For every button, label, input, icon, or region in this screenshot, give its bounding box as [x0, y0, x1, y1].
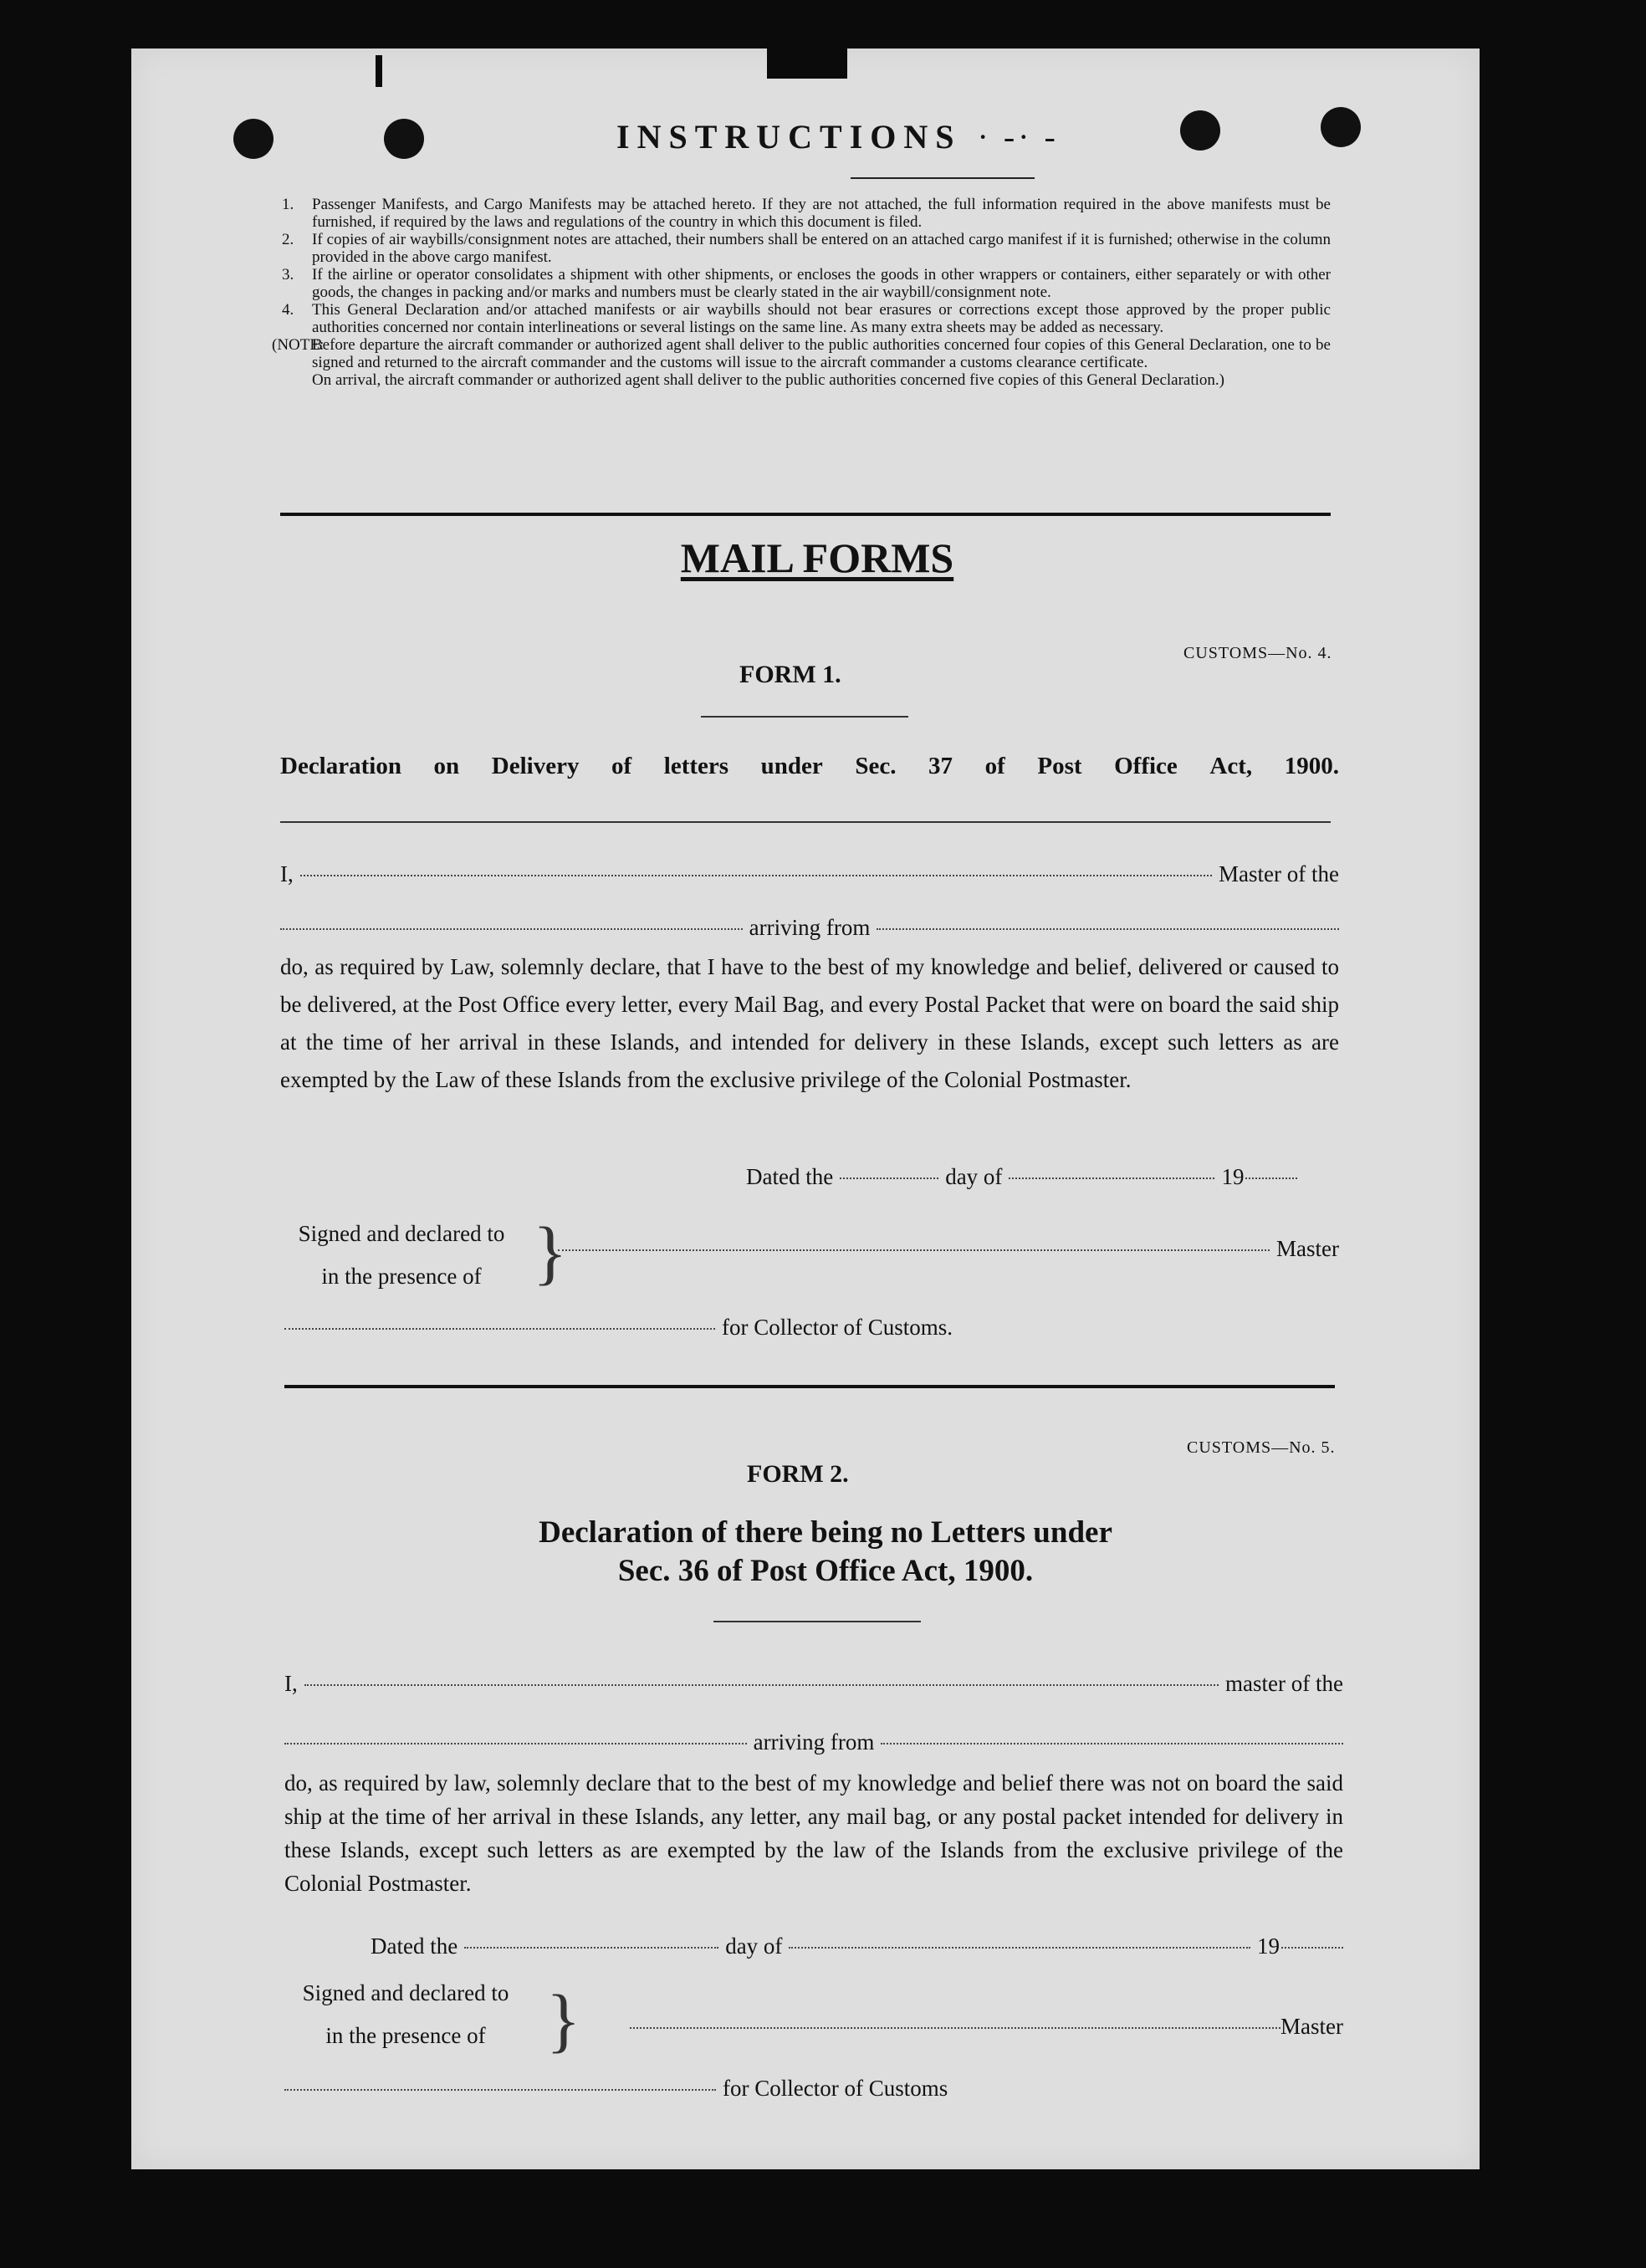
instruction-note-arrival	[273, 371, 1331, 389]
instruction-note	[273, 336, 1331, 371]
form2-declaration-heading	[491, 1514, 1160, 1591]
form1-brace: }	[533, 1212, 568, 1292]
form1-origin-field[interactable]	[877, 928, 1339, 930]
instruction-number: 2.	[282, 231, 294, 248]
form1-name-field[interactable]	[300, 875, 1212, 876]
form2-declaration-line1: Declaration of there being no Letters under	[539, 1515, 1112, 1550]
instructions-title: INSTRUCTIONS	[616, 118, 962, 156]
form1-title: FORM 1.	[739, 661, 841, 688]
instruction-item	[273, 301, 1331, 336]
form1-master-signature-line	[558, 1236, 1339, 1262]
decl-word: Office	[1114, 753, 1178, 779]
instructions-heading	[616, 117, 1059, 156]
punch-hole-left-1	[233, 119, 273, 159]
form2-customs-number: CUSTOMS—No. 5.	[1187, 1438, 1336, 1457]
note-text: Before departure the aircraft commander or authorized agent shall deliver to the public authorities concerned four copies of this General Declaration, one to be signed and returned to the aircraft commander and the customs will issue to the aircraft commander a customs clearance certificate.	[312, 336, 1331, 371]
form2-body-text: do, as required by law, solemnly declare that to the best of my knowledge and belief there was not on board the said ship at the time of her arrival in these Islands, any letter, any mail bag, or any postal packet intended for delivery in these Islands, except such letters as are exempted by the law of the Islands from the exclusive privilege of the Colonial Postmaster.	[284, 1770, 1343, 1896]
form1-master-label: Master	[1276, 1236, 1339, 1261]
form2-master-signature-field[interactable]	[630, 2027, 1281, 2029]
form1-master-line	[280, 861, 1339, 887]
decl-word: Declaration	[280, 753, 401, 779]
form2-master-line	[284, 1671, 1343, 1697]
form2-ship-field[interactable]	[284, 1743, 747, 1744]
form1-month-field[interactable]	[1009, 1177, 1214, 1179]
form1-line1-prefix: I,	[280, 861, 294, 886]
form2-month-field[interactable]	[789, 1947, 1250, 1949]
instruction-number: 4.	[282, 301, 294, 319]
decl-word: Sec.	[855, 753, 897, 779]
top-tab-shadow	[767, 49, 847, 79]
form2-heading-rule	[713, 1621, 921, 1622]
form2-day-field[interactable]	[464, 1947, 718, 1949]
form2-arriving-from: arriving from	[753, 1729, 875, 1755]
form1-line1-suffix: Master of the	[1219, 861, 1339, 886]
form1-title-rule	[701, 716, 908, 718]
instruction-item	[273, 196, 1331, 231]
form1-arriving-line	[280, 915, 1339, 941]
form2-signed-line2: in the presence of	[325, 2023, 486, 2048]
section-divider	[280, 513, 1331, 516]
instruction-number: 3.	[282, 266, 294, 284]
form1-dated-the: Dated the	[746, 1164, 834, 1189]
instruction-text: If the airline or operator consolidates a shipment with other shipments, or encloses the goods in other wrappers or containers, either separately or with other goods, the changes in packing and/or marks and numbers must be clearly stated in the air waybill/consignment note.	[312, 266, 1331, 301]
form2-arriving-line	[284, 1729, 1343, 1755]
form2-collector-field[interactable]	[284, 2089, 716, 2091]
instruction-item	[273, 231, 1331, 266]
decl-word: on	[433, 753, 460, 779]
form1-arriving-from: arriving from	[749, 915, 871, 940]
form1-customs-number: CUSTOMS—No. 4.	[1183, 644, 1332, 662]
form2-signed-block	[284, 1972, 527, 2057]
decl-word: Act,	[1209, 753, 1253, 779]
instruction-text: This General Declaration and/or attached manifests or air waybills should not bear erasures or corrections except those approved by the proper public authorities concerned nor contain interlineations or several listings on the same line. As many extra sheets may be added as necessary.	[312, 301, 1331, 336]
form1-declaration-heading	[280, 753, 1339, 780]
form2-title: FORM 2.	[747, 1460, 849, 1488]
punch-hole-right-2	[1321, 107, 1361, 147]
instructions-title-trail: · -· -	[977, 118, 1059, 156]
form2-collector-line	[284, 2076, 987, 2102]
instruction-item	[273, 266, 1331, 301]
decl-word: of	[984, 753, 1005, 779]
form1-signed-line1: Signed and declared to	[298, 1221, 505, 1246]
instruction-number: 1.	[282, 196, 294, 213]
form2-collector-label: for Collector of Customs	[723, 2076, 948, 2101]
form2-dated-line	[371, 1933, 1343, 1959]
form2-master-label: Master	[1281, 2014, 1343, 2039]
decl-word: 37	[928, 753, 953, 779]
form2-signed-line1: Signed and declared to	[302, 1980, 509, 2005]
form2-origin-field[interactable]	[881, 1743, 1343, 1744]
form2-line1-prefix: I,	[284, 1671, 298, 1696]
form2-year-field[interactable]	[1281, 1947, 1343, 1949]
form1-collector-field[interactable]	[284, 1328, 715, 1330]
form1-year-field[interactable]	[1245, 1177, 1297, 1179]
form2-line1-suffix: master of the	[1225, 1671, 1343, 1696]
instruction-text: Passenger Manifests, and Cargo Manifests may be attached hereto. If they are not attached, the full information required in the above manifests must be furnished, if required by the laws and regulations of the country in which this document is filed.	[312, 196, 1331, 231]
punch-hole-right-1	[1180, 110, 1220, 151]
form1-dated-line	[746, 1164, 1339, 1190]
form2-brace: }	[546, 1979, 581, 2060]
instructions-list	[273, 196, 1331, 389]
form1-ship-field[interactable]	[280, 928, 743, 930]
form1-signed-block	[280, 1213, 523, 1298]
paper-sheet	[131, 49, 1480, 2169]
form1-signed-line2: in the presence of	[321, 1264, 482, 1289]
form2-declaration-line2: Sec. 36 of Post Office Act, 1900.	[617, 1554, 1034, 1588]
form2-year-prefix: 19	[1257, 1933, 1280, 1959]
instructions-rule	[851, 177, 1035, 179]
decl-word: Post	[1037, 753, 1082, 779]
form1-collector-line	[284, 1315, 1020, 1341]
form1-year-prefix: 19	[1221, 1164, 1245, 1189]
decl-word: under	[760, 753, 823, 779]
form1-heading-rule	[280, 821, 1331, 823]
decl-word: 1900.	[1284, 753, 1339, 779]
top-mark	[376, 55, 382, 87]
form2-name-field[interactable]	[304, 1684, 1219, 1686]
decl-word: letters	[663, 753, 729, 779]
decl-word: Delivery	[491, 753, 580, 779]
instruction-text: If copies of air waybills/consignment notes are attached, their numbers shall be entered on an attached cargo manifest if it is furnished; otherwise in the column provided in the above cargo manifest.	[312, 231, 1331, 266]
form2-day-of: day of	[725, 1933, 783, 1959]
decl-word: of	[611, 753, 632, 779]
form1-day-field[interactable]	[840, 1177, 938, 1179]
form1-body-text: do, as required by Law, solemnly declare, that I have to the best of my knowledge and belief, delivered or caused to be delivered, at the Post Office every letter, every Mail Bag, and every Postal Packet that were on board the said ship at the time of her arrival in these Islands, and intended for delivery in these Islands, except such letters as are exempted by the Law of these Islands from the exclusive privilege of the Colonial Postmaster.	[280, 954, 1339, 1092]
form1-master-signature-field[interactable]	[558, 1249, 1270, 1251]
mail-forms-title: MAIL FORMS	[680, 534, 954, 581]
form2-master-signature-line	[630, 2014, 1343, 2040]
form1-collector-label: for Collector of Customs.	[722, 1315, 953, 1340]
form2-dated-the: Dated the	[371, 1933, 458, 1959]
note-text-arrival: On arrival, the aircraft commander or authorized agent shall deliver to the public authorities concerned five copies of this General Declaration.)	[312, 371, 1224, 389]
form1-day-of: day of	[945, 1164, 1003, 1189]
note-prefix: (NOTE:	[272, 336, 325, 354]
form-divider	[284, 1385, 1335, 1388]
punch-hole-left-2	[384, 119, 424, 159]
